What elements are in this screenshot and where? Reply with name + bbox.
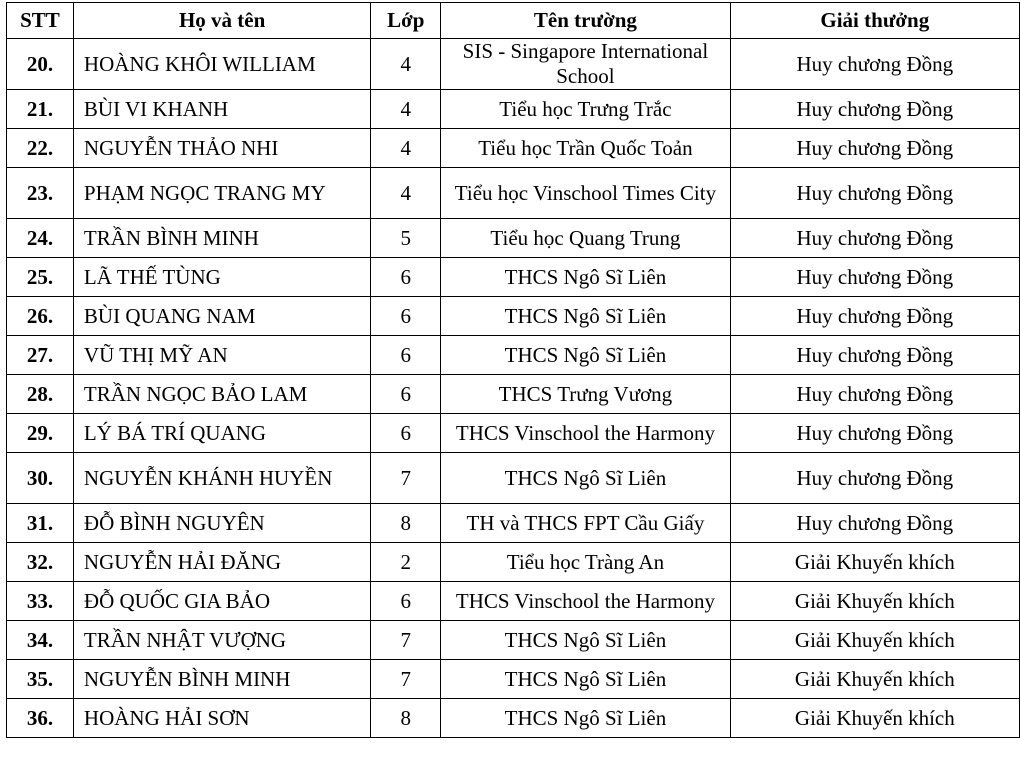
cell-award: Giải Khuyến khích	[730, 543, 1019, 582]
table-header-row	[7, 3, 1020, 39]
cell-school: THCS Ngô Sĩ Liên	[441, 660, 730, 699]
cell-award: Huy chương Đồng	[730, 453, 1019, 504]
cell-name: TRẦN NHẬT VƯỢNG	[73, 621, 370, 660]
cell-grade: 2	[371, 543, 441, 582]
cell-award: Huy chương Đồng	[730, 168, 1019, 219]
cell-name: HOÀNG KHÔI WILLIAM	[73, 39, 370, 90]
cell-award: Huy chương Đồng	[730, 219, 1019, 258]
table-row	[7, 414, 1020, 453]
header-stt: STT	[7, 3, 74, 39]
cell-stt: 20.	[7, 39, 74, 90]
cell-name: ĐỖ BÌNH NGUYÊN	[73, 504, 370, 543]
cell-grade: 7	[371, 621, 441, 660]
table-row	[7, 168, 1020, 219]
table-row	[7, 39, 1020, 90]
cell-grade: 4	[371, 168, 441, 219]
cell-award: Huy chương Đồng	[730, 336, 1019, 375]
cell-school: THCS Ngô Sĩ Liên	[441, 621, 730, 660]
cell-award: Giải Khuyến khích	[730, 660, 1019, 699]
cell-school: THCS Trưng Vương	[441, 375, 730, 414]
cell-name: TRẦN BÌNH MINH	[73, 219, 370, 258]
table-row	[7, 504, 1020, 543]
cell-name: LÃ THẾ TÙNG	[73, 258, 370, 297]
cell-grade: 6	[371, 258, 441, 297]
cell-stt: 26.	[7, 297, 74, 336]
cell-award: Giải Khuyến khích	[730, 582, 1019, 621]
cell-school: Tiểu học Trần Quốc Toản	[441, 129, 730, 168]
cell-grade: 8	[371, 504, 441, 543]
cell-award: Huy chương Đồng	[730, 375, 1019, 414]
cell-grade: 7	[371, 453, 441, 504]
cell-grade: 5	[371, 219, 441, 258]
cell-grade: 4	[371, 129, 441, 168]
cell-school: Tiểu học Trưng Trắc	[441, 90, 730, 129]
cell-grade: 6	[371, 336, 441, 375]
cell-name: ĐỖ QUỐC GIA BẢO	[73, 582, 370, 621]
cell-stt: 32.	[7, 543, 74, 582]
cell-award: Huy chương Đồng	[730, 297, 1019, 336]
cell-award: Huy chương Đồng	[730, 129, 1019, 168]
table-row	[7, 582, 1020, 621]
header-grade: Lớp	[371, 3, 441, 39]
cell-school: THCS Ngô Sĩ Liên	[441, 336, 730, 375]
table-row	[7, 660, 1020, 699]
cell-school: SIS - Singapore International School	[441, 39, 730, 90]
cell-stt: 36.	[7, 699, 74, 738]
cell-grade: 8	[371, 699, 441, 738]
cell-award: Huy chương Đồng	[730, 39, 1019, 90]
cell-school: THCS Vinschool the Harmony	[441, 414, 730, 453]
table-row	[7, 129, 1020, 168]
cell-stt: 31.	[7, 504, 74, 543]
cell-grade: 6	[371, 375, 441, 414]
cell-stt: 23.	[7, 168, 74, 219]
cell-stt: 29.	[7, 414, 74, 453]
cell-name: HOÀNG HẢI SƠN	[73, 699, 370, 738]
cell-name: BÙI VI KHANH	[73, 90, 370, 129]
cell-school: THCS Vinschool the Harmony	[441, 582, 730, 621]
table-row	[7, 621, 1020, 660]
cell-stt: 30.	[7, 453, 74, 504]
cell-school: Tiểu học Vinschool Times City	[441, 168, 730, 219]
table-row	[7, 297, 1020, 336]
cell-grade: 7	[371, 660, 441, 699]
table-row	[7, 453, 1020, 504]
cell-stt: 34.	[7, 621, 74, 660]
header-school: Tên trường	[441, 3, 730, 39]
cell-school: TH và THCS FPT Cầu Giấy	[441, 504, 730, 543]
cell-school: THCS Ngô Sĩ Liên	[441, 453, 730, 504]
cell-name: LÝ BÁ TRÍ QUANG	[73, 414, 370, 453]
cell-award: Huy chương Đồng	[730, 258, 1019, 297]
cell-name: NGUYỄN THẢO NHI	[73, 129, 370, 168]
cell-stt: 24.	[7, 219, 74, 258]
cell-stt: 25.	[7, 258, 74, 297]
cell-name: PHẠM NGỌC TRANG MY	[73, 168, 370, 219]
cell-grade: 4	[371, 39, 441, 90]
cell-stt: 35.	[7, 660, 74, 699]
cell-stt: 21.	[7, 90, 74, 129]
cell-grade: 4	[371, 90, 441, 129]
cell-grade: 6	[371, 582, 441, 621]
cell-school: THCS Ngô Sĩ Liên	[441, 297, 730, 336]
table-row	[7, 90, 1020, 129]
table-row	[7, 375, 1020, 414]
cell-stt: 33.	[7, 582, 74, 621]
header-name: Họ và tên	[73, 3, 370, 39]
cell-school: THCS Ngô Sĩ Liên	[441, 699, 730, 738]
cell-name: TRẦN NGỌC BẢO LAM	[73, 375, 370, 414]
header-award: Giải thưởng	[730, 3, 1019, 39]
cell-name: BÙI QUANG NAM	[73, 297, 370, 336]
cell-award: Huy chương Đồng	[730, 90, 1019, 129]
cell-school: THCS Ngô Sĩ Liên	[441, 258, 730, 297]
cell-award: Giải Khuyến khích	[730, 621, 1019, 660]
cell-school: Tiểu học Tràng An	[441, 543, 730, 582]
cell-award: Giải Khuyến khích	[730, 699, 1019, 738]
cell-name: VŨ THỊ MỸ AN	[73, 336, 370, 375]
cell-stt: 27.	[7, 336, 74, 375]
cell-name: NGUYỄN KHÁNH HUYỀN	[73, 453, 370, 504]
cell-name: NGUYỄN HẢI ĐĂNG	[73, 543, 370, 582]
cell-award: Huy chương Đồng	[730, 414, 1019, 453]
cell-award: Huy chương Đồng	[730, 504, 1019, 543]
table-row	[7, 336, 1020, 375]
table-row	[7, 543, 1020, 582]
table-row	[7, 258, 1020, 297]
cell-school: Tiểu học Quang Trung	[441, 219, 730, 258]
award-table	[6, 2, 1020, 738]
table-row	[7, 699, 1020, 738]
cell-grade: 6	[371, 414, 441, 453]
cell-grade: 6	[371, 297, 441, 336]
cell-name: NGUYỄN BÌNH MINH	[73, 660, 370, 699]
cell-stt: 28.	[7, 375, 74, 414]
cell-stt: 22.	[7, 129, 74, 168]
table-row	[7, 219, 1020, 258]
